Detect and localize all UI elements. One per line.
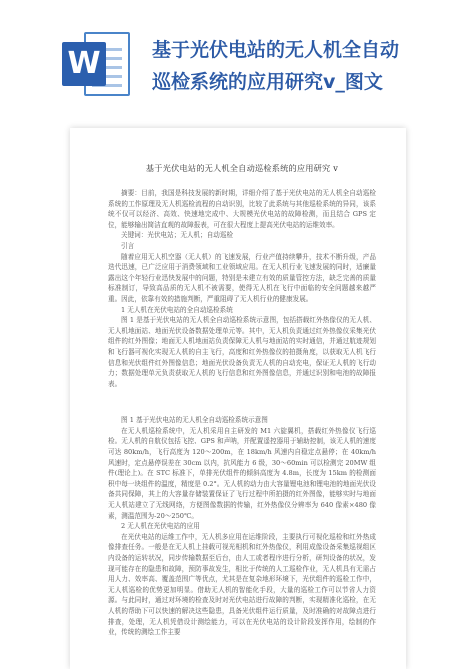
keywords-line: 关键词：光伏电站；无人机；自动巡检 — [121, 231, 234, 240]
word-document-icon — [62, 28, 134, 100]
page-title-line2: 巡检系统的应用研究v_图文 — [152, 71, 383, 93]
document-body — [108, 162, 376, 638]
page-title — [152, 34, 462, 98]
figure-placeholder — [108, 389, 376, 415]
word-w-badge: W — [62, 42, 106, 86]
figure-1-paragraph: 在无人机巡检系统中，无人机采用自主研发的 M1 六旋翼机，搭载红外热像仪飞行巡检。无人机的自航仪包括飞控、GPS 和声呐，并配置遥控器用于辅助控制，该无人机的速度可达 80km/h，飞行高度为 120～200m，在 18km/h 风速内自稳定点悬停；在 40km/h 风速时，定点悬停误差在 30cm 以内，抗风能力 6 级，30～60min 可以检测完 20MW 组件(理论上)。在 STC 标准下，单排光伏组件的倾斜高度为 4.8m，长度为 15km 的检测面积中每一块组件的温度，精度是 0.2°。无人机的动力由大容量锂电池和锂电池的地面光伏设备共同保障，其上的大容量存储装置保证了飞行过程中所拍摄的红外图像，能够实时与地面无人机站建立了无线网络，方便图像数据的传输，红外热像仪分辨率为 640 像素×480 像素，测温范围为-20～250℃。 — [108, 426, 376, 520]
section-1-paragraph: 图 1 是基于光伏电站的无人机全自动巡检系统示意图，包括搭载红外热像仪的无人机、无人机地面站、地面光伏设备数据处理单元等。其中，无人机负责通过红外热像仪采集光伏组件的红外图像；地面无人机地面站负责保障无人机与地面站的实时通信，并通过航迹规划和飞行器可视化实现无人机的自主飞行，高度和红外热像仪的拍摄角度，以获取无人机飞行信息和光伏组件红外图像信息；地面光伏设备负责无人机的自动充电，保证无人机的飞行动力；数据处理单元负责获取无人机的飞行信息和红外图像信息，并通过识别和电池的故障报表。 — [108, 316, 376, 388]
section-2-heading: 2 无人机在光伏电站的应用 — [121, 522, 200, 531]
intro-heading: 引言 — [121, 241, 135, 250]
abstract-paragraph: 摘要：目前，我国是科技发展的新时期，详细介绍了基于光伏电站的无人机全自动巡检系统的工作原理及无人机巡检流程的自动识别，比较了此系统与其他巡检系统的异同，该系统不仅可以经济、高效、快速地完成中、大规模光伏电站的故障检测，而且结合 GPS 定位，能够输出简洁直观的故障报表，可在很大程度上提高光伏电站的运维效率。 — [108, 189, 376, 229]
document-title: 基于光伏电站的无人机全自动巡检系统的应用研究 v — [145, 163, 339, 173]
document-header — [0, 0, 474, 138]
figure-1-caption: 图 1 基于光伏电站的无人机全自动巡检系统示意图 — [121, 416, 268, 425]
page-title-line1: 基于光伏电站的无人机全自动 — [152, 39, 400, 61]
intro-paragraph: 随着应用无人机空器（无人机）的飞速发展，行业产值持续攀升，技术不断升级，产品迭代迅速，已广泛应用于消费领域和工业领域应用。在无人机行业飞速发展的同时，适廉量露出这个年轻行业迅快发展中的问题，特别是未建立有效的质量管控方法，缺乏完善的质量标准制订，导致高品质的无人机不被需要，使得无人机在飞行中面临的安全问题越来越严重。因此，依靠有效的措施判断，严重阻碍了无人机行业的健康发展。 — [108, 252, 376, 303]
document-page-preview — [70, 128, 406, 669]
section-2-paragraph: 在光伏电站的运维工作中，无人机多应用在运维阶段，主要执行可视化巡检和红外热成像排查任务。一般是在无人机上挂载可视光相机和红外热像仪，利用成像设备采集巡视组区内设备的运转状况，同步传输数据至后台，由人工或者程序进行分析，研判设备的状况，发现可能存在的隐患和故障，预防事故发生，相比于传统的人工巡检作业，无人机具有无需占用人力、效率高、覆盖范围广等优点，尤其是在复杂地形环境下，光伏组件的巡检工作中，无人机巡检的优势更加明显。借助无人机的智能化手段，大量的巡检工作可以节省人力资源。与此同时，通过对环境的检查及时对光伏电站进行故障的判断，实现精准化巡检，在无人机的帮助下可以快速的解决这些隐患，具备光伏组件运行质量，及时准确的对故障点进行排查，处理，无人机凭借设计测绘能力，可以在光伏电站的设计阶段发挥作用，绘制的作业，传统的测绘工作主要 — [108, 532, 376, 637]
section-1-heading: 1 无人机在光伏电站的全自动巡检系统 — [121, 305, 233, 314]
